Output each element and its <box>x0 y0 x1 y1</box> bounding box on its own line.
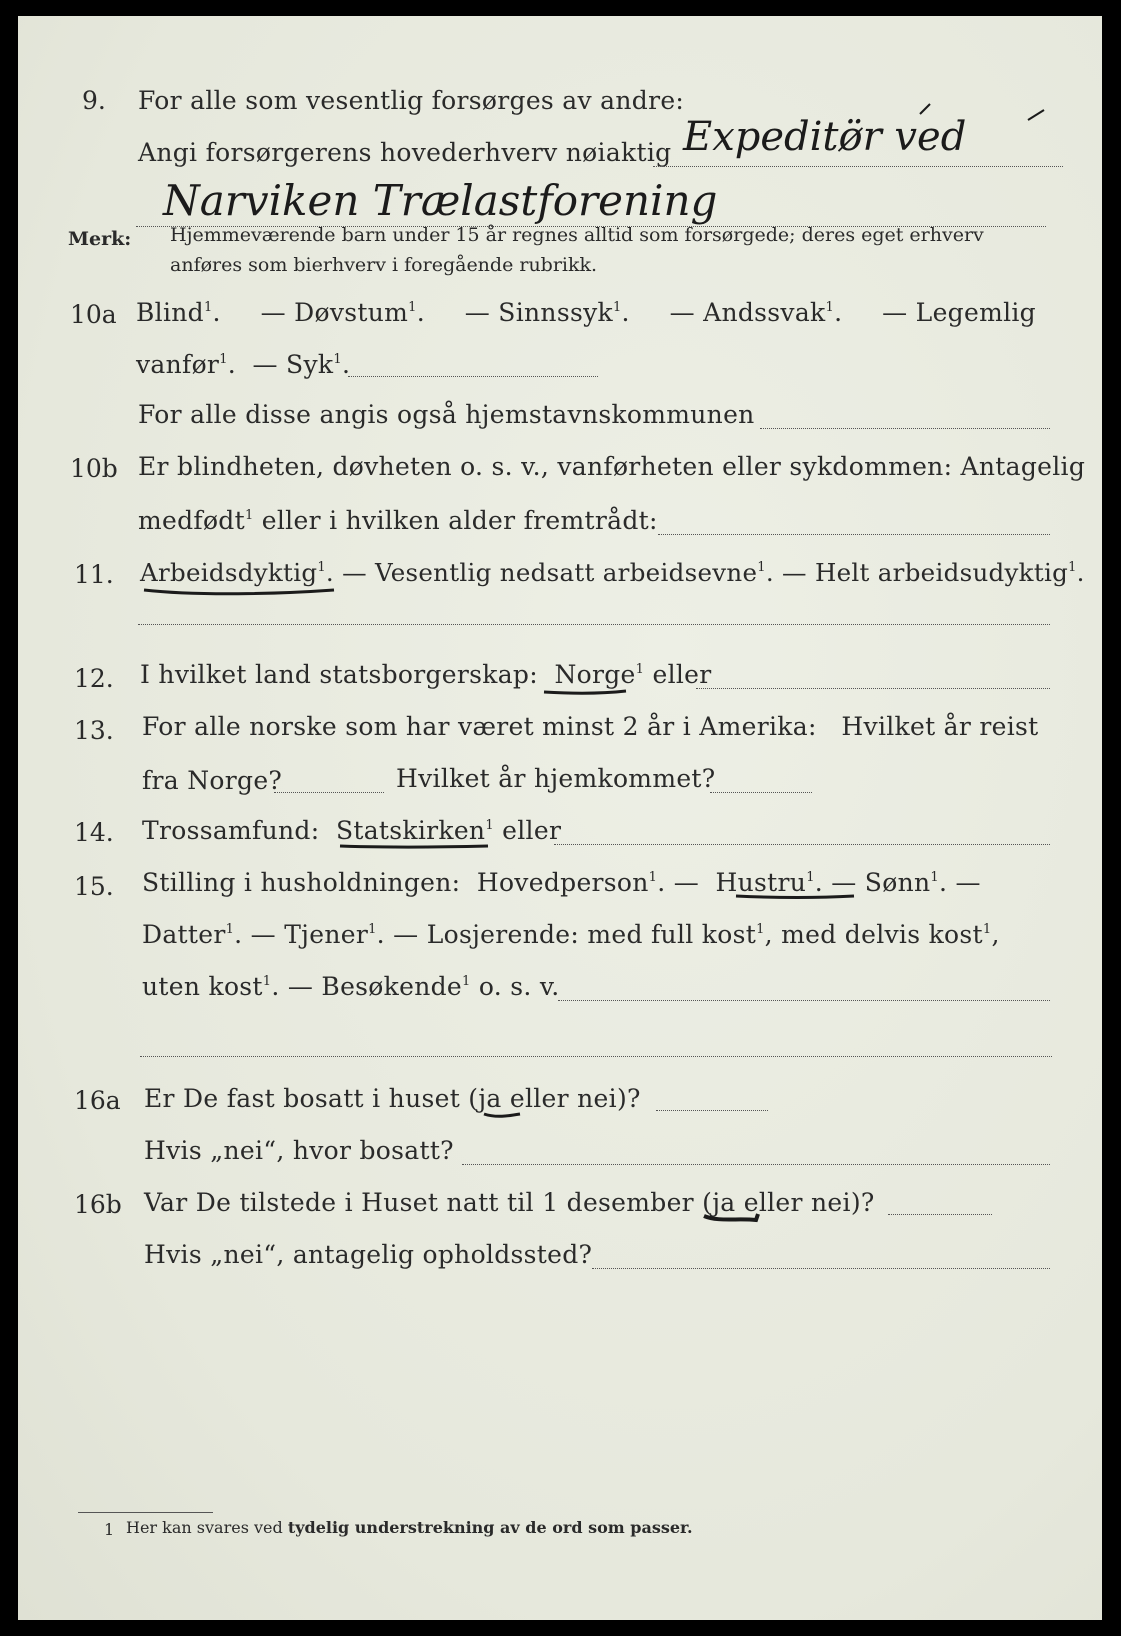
option-arbeidsdyktig: Arbeidsdyktig <box>140 558 318 587</box>
q14-number: 14. <box>74 818 114 847</box>
option-dovstum: — Døvstum$^1$. <box>260 298 425 327</box>
q16b-number: 16b <box>74 1190 122 1219</box>
option-statskirken: Statskirken <box>335 816 486 845</box>
underline-ja-16a <box>484 1114 520 1116</box>
q16b-line1: Var De tilstede i Huset natt til 1 desember (ja eller nei)? <box>144 1188 875 1217</box>
option-ja: ja <box>712 1188 736 1217</box>
q9-line2: Angi forsørgerens hovederhverv nøiaktig <box>138 138 672 167</box>
q16a-number: 16a <box>74 1086 121 1115</box>
q12-line: I hvilket land statsborgerskap: Norge$^1$ eller <box>140 660 712 689</box>
merk-label: Merk: <box>68 228 132 250</box>
option-hovedperson: Hovedperson <box>476 868 649 897</box>
merk-line2: anføres som bierhverv i foregående rubrikk. <box>170 254 598 276</box>
underline-hustru <box>736 896 854 898</box>
q10a-line3: For alle disse angis også hjemstavnskommunen <box>138 400 755 429</box>
underline-norge <box>544 691 626 693</box>
q16b-line2: Hvis „nei“, antagelig opholdssted? <box>144 1240 593 1269</box>
q16a-line1: Er De fast bosatt i huset (ja eller nei)? <box>144 1084 641 1113</box>
q13-line1: For alle norske som har været minst 2 år i Amerika: Hvilket år reist <box>142 712 1039 741</box>
option-sinnssyk: — Sinnssyk$^1$. <box>464 298 630 327</box>
ink-underlines <box>18 16 1102 1620</box>
underline-statskirken <box>340 846 488 847</box>
q12-number: 12. <box>74 664 114 693</box>
q15-line1: Stilling i husholdningen: Hovedperson$^1$. — Hustru$^1$. — Sønn$^1$. — <box>142 868 981 897</box>
option-blind: Blind$^1$. <box>136 298 221 327</box>
q13-number: 13. <box>74 716 114 745</box>
option-legemlig: — Legemlig <box>882 298 1036 327</box>
q14-line: Trossamfund: Statskirken$^1$ eller <box>142 816 562 845</box>
q10b-line1: Er blindheten, døvheten o. s. v., vanførheten eller sykdommen: Antagelig <box>138 452 1086 481</box>
q10b-line2: medfødt$^1$ eller i hvilken alder fremtrådt: <box>138 506 658 535</box>
q9-line1: For alle som vesentlig forsørges av andre: <box>138 86 685 115</box>
census-form-page <box>18 16 1102 1620</box>
q13-line2a: fra Norge? <box>142 766 283 795</box>
underline-ja-16b <box>704 1214 758 1220</box>
q11-number: 11. <box>74 560 114 589</box>
q16a-line2: Hvis „nei“, hvor bosatt? <box>144 1136 454 1165</box>
underline-arbeidsdyktig <box>144 590 334 594</box>
option-ja: ja <box>478 1084 502 1113</box>
footnote-mark: 1 <box>104 1520 115 1539</box>
accent-stroke-q9b <box>1028 110 1044 120</box>
q15-line3: uten kost$^1$. — Besøkende$^1$ o. s. v. <box>142 972 560 1001</box>
q10a-number: 10a <box>70 300 117 329</box>
accent-stroke-q9 <box>920 104 930 114</box>
q11-line: Arbeidsdyktig$^1$. — Vesentlig nedsatt arbeidsevne$^1$. — Helt arbeidsudyktig$^1$. <box>140 558 1085 587</box>
q9-handwritten-answer-1: Expeditø̈r ved <box>683 114 967 160</box>
q15-number: 15. <box>74 872 114 901</box>
q10b-number: 10b <box>70 454 118 483</box>
footnote-text: Her kan svares ved tydelig understrekning av de ord som passer. <box>126 1518 693 1537</box>
q13-line2b: Hvilket år hjemkommet? <box>396 764 716 793</box>
option-norge: Norge <box>554 660 636 689</box>
q10a-line2: vanfør$^1$. — Syk$^1$. <box>136 350 351 379</box>
q15-line2: Datter$^1$. — Tjener$^1$. — Losjerende: med full kost$^1$, med delvis kost$^1$, <box>142 920 1000 949</box>
merk-line1: Hjemmeværende barn under 15 år regnes alltid som forsørgede; deres eget erhverv <box>170 224 984 246</box>
q9-number: 9. <box>82 86 106 115</box>
option-hustru: Hustru <box>715 868 807 897</box>
option-andssvak: — Andssvak$^1$. <box>669 298 843 327</box>
q9-handwritten-answer-2: Narviken Trælastforening <box>163 176 718 225</box>
